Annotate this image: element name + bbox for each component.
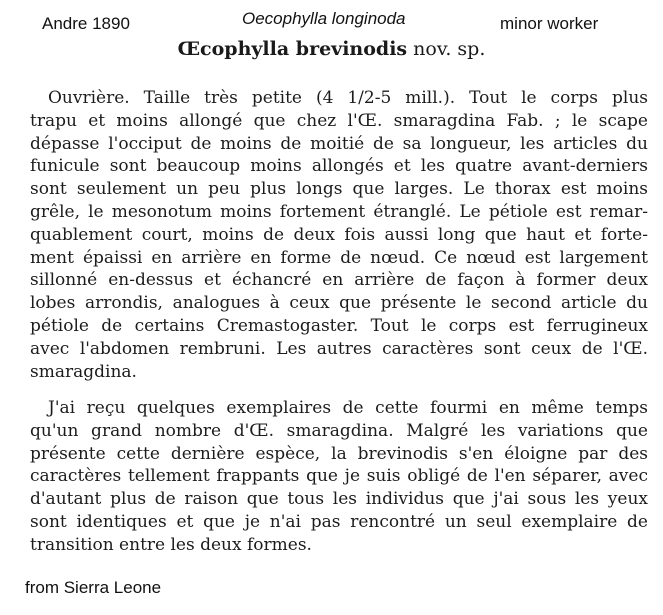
text-line: qu'un grand nombre d'Œ. smaragdina. Malgré les variations que — [30, 420, 648, 441]
taxon-annotation: Oecophylla longinoda — [242, 9, 406, 28]
description-paragraph — [30, 87, 648, 383]
text-line: avec l'abdomen rembruni. Les autres caractères sont ceux de l'Œ. — [30, 338, 648, 359]
text-line: présente cette dernière espèce, la brevinodis s'en éloigne par des — [30, 443, 648, 464]
text-line: Ouvrière. Taille très petite (4 1/2-5 mill.). Tout le corps plus — [48, 88, 648, 108]
text-line: lobes arrondis, analogues à ceux que présente le second article du — [30, 293, 648, 314]
text-line: grêle, le mesonotum moins fortement étranglé. Le pétiole est remar- — [30, 201, 648, 222]
text-line: smaragdina. — [30, 361, 137, 382]
text-line: caractères tellement frappants que je suis obligé de l'en séparer, avec — [30, 466, 648, 487]
species-heading — [0, 38, 663, 60]
caste-annotation: minor worker — [500, 14, 599, 33]
text-line: J'ai reçu quelques exemplaires de cette fourmi en même temps — [48, 398, 648, 418]
text-line: funicule sont beaucoup moins allongés et les quatre avant-derniers — [30, 156, 648, 177]
species-name: Œcophylla brevinodis — [177, 38, 408, 60]
text-line: dépasse l'occiput de moins de moitié de sa longueur, les articles du — [30, 133, 648, 154]
text-line: d'autant plus de raison que tous les individus que j'ai sous les yeux — [30, 489, 648, 510]
species-status: nov. sp. — [413, 38, 486, 60]
text-line: trapu et moins allongé que chez l'Œ. smaragdina Fab. ; le scape — [30, 110, 648, 131]
text-line: ment épaissi en arrière en forme de nœud. Ce nœud est largement — [30, 247, 648, 268]
text-line: transition entre les deux formes. — [30, 534, 312, 555]
text-line: sont seulement un peu plus longs que larges. Le thorax est moins — [30, 179, 648, 200]
remarks-paragraph — [30, 397, 648, 557]
text-line: quablement court, moins de deux fois aussi long que haut et forte- — [30, 224, 648, 245]
text-line: pétiole de certains Cremastogaster. Tout le corps est ferrugineux — [30, 315, 648, 336]
text-line: sillonné en-dessus et échancré en arrière de façon à former deux — [30, 270, 648, 291]
text-line: sont identiques et que je n'ai pas rencontré un seul exemplaire de — [30, 511, 648, 532]
origin-annotation: from Sierra Leone — [25, 578, 162, 597]
author-year-annotation: Andre 1890 — [42, 14, 130, 33]
